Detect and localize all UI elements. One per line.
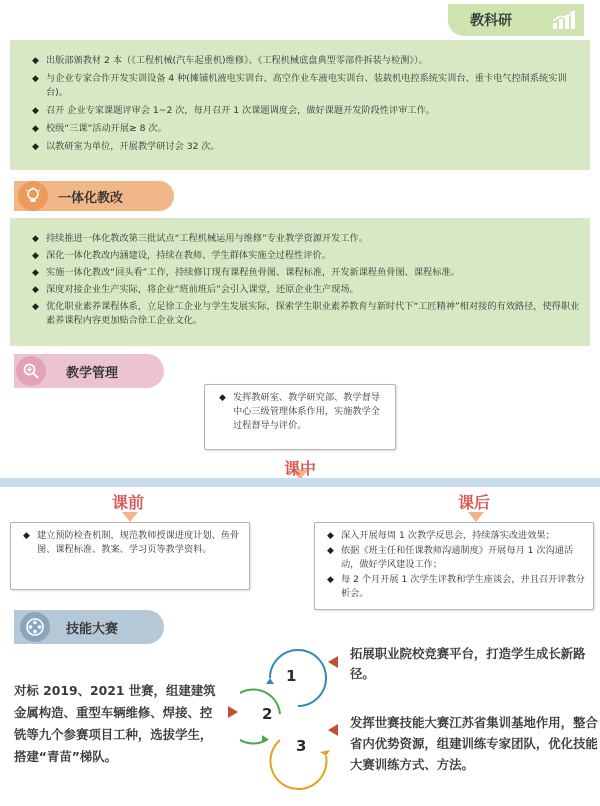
list-item: ◆ 优化职业素养课程体系，立足徐工企业与学生发展实际，探索学生职业素养教育与新时代下“工匠精神”相对接的有效路径，使得职业素养课程内容更加贴合徐工企业文化。	[26, 300, 581, 328]
competition-right-text-2: 发挥世赛技能大赛江苏省集训基地作用，整合省内优势资源，组建训练专家团队，优化技能大赛训练方式、方法。	[350, 715, 598, 772]
list-item: ◆ 与企业专家合作开发实训设备 4 种(摊铺机液电实训台、高空作业车液电实训台、装载机电控系统实训台、重卡电气控制系统实训台)。	[26, 72, 581, 100]
down-arrow-icon	[122, 512, 138, 522]
reform-section-tab	[14, 181, 174, 211]
reform-content	[10, 218, 590, 346]
arrow-right-icon	[228, 706, 238, 718]
step-number-2: 2	[262, 705, 273, 723]
list-item: ◆ 每 2 个月开展 1 次学生评教和学生座谈会，并且召开评教分析会。	[321, 573, 589, 601]
lightbulb-icon	[18, 181, 48, 211]
during-class-label: 课中	[284, 459, 317, 478]
competition-section-tab	[14, 610, 164, 644]
list-item: ◆ 依据《班主任和任课教师沟通制度》开展每月 1 次沟通活动，做好学风建设工作；	[321, 544, 589, 572]
competition-title: 技能大赛	[66, 621, 119, 637]
list-item: ◆ 校级“三课”活动开展≥ 8 次。	[26, 122, 581, 136]
list-item: ◆ 实施一体化教改“回头看”工作，持续修订现有课程鱼骨图、课程标准，开发新课程鱼骨图、课程标准。	[26, 266, 581, 280]
arrow-left-icon	[328, 724, 338, 736]
arrow-left-icon	[328, 656, 338, 668]
research-content	[10, 40, 590, 170]
competition-left-text: 对标 2019、2021 世赛，组建建筑金属构造、重型车辆维修、焊接、控铣等九个参赛项目工种，选拔学生，搭建“青苗”梯队。	[14, 683, 216, 764]
after-class-label: 课后	[458, 493, 491, 512]
research-section-tab	[448, 4, 584, 36]
step-number-1: 1	[286, 667, 297, 685]
list-item: ◆ 深入开展每周 1 次教学反思会，持续落实改进效果；	[321, 529, 589, 543]
research-list	[26, 54, 581, 158]
list-item: ◆ 建立预防检查机制，规范教师授课进度计划、鱼骨图、课程标准、教案、学习页等教学资料。	[17, 529, 247, 557]
list-item: ◆ 持续推进一体化教改第三批试点“工程机械运用与维修”专业教学资源开发工作。	[26, 232, 581, 246]
reform-title: 一体化教改	[58, 190, 124, 206]
management-center-box	[204, 384, 396, 450]
film-reel-icon	[20, 612, 50, 642]
magnifier-icon	[16, 356, 46, 386]
list-item: ◆ 深化一体化教改内涵建设，持续在教师、学生群体实施全过程性评价。	[26, 249, 581, 263]
after-class-box	[314, 522, 594, 610]
research-title: 教科研	[470, 13, 512, 29]
list-item: ◆ 深度对接企业生产实际，将企业“班前班后”会引入课堂，还原企业生产现场。	[26, 283, 581, 297]
reform-list	[26, 232, 581, 331]
list-item: ◆ 发挥教研室、教学研究部、教学督导中心三级管理体系作用，实施教学全过程督导与评价。	[213, 391, 389, 433]
list-item: ◆ 出版部颁教材 2 本（《工程机械(汽车起重机)维修》、《工程机械底盘典型零部件拆装与检测》）。	[26, 54, 581, 68]
bar-chart-icon	[552, 10, 576, 30]
list-item: ◆ 召开 企业专家课题评审会 1~2 次，每月召开 1 次课题调度会，做好课题开发阶段性评审工作。	[26, 104, 581, 118]
timeline-band	[0, 478, 600, 487]
before-class-label: 课前	[112, 493, 145, 512]
step-number-3: 3	[296, 737, 307, 755]
down-arrow-icon	[468, 512, 484, 522]
management-title: 教学管理	[66, 365, 119, 381]
before-class-box	[10, 522, 250, 590]
competition-right-text-1: 拓展职业院校竞赛平台，打造学生成长新路径。	[350, 646, 586, 681]
list-item: ◆ 以教研室为单位，开展教学研讨会 32 次。	[26, 140, 581, 154]
management-section-tab	[14, 354, 164, 388]
